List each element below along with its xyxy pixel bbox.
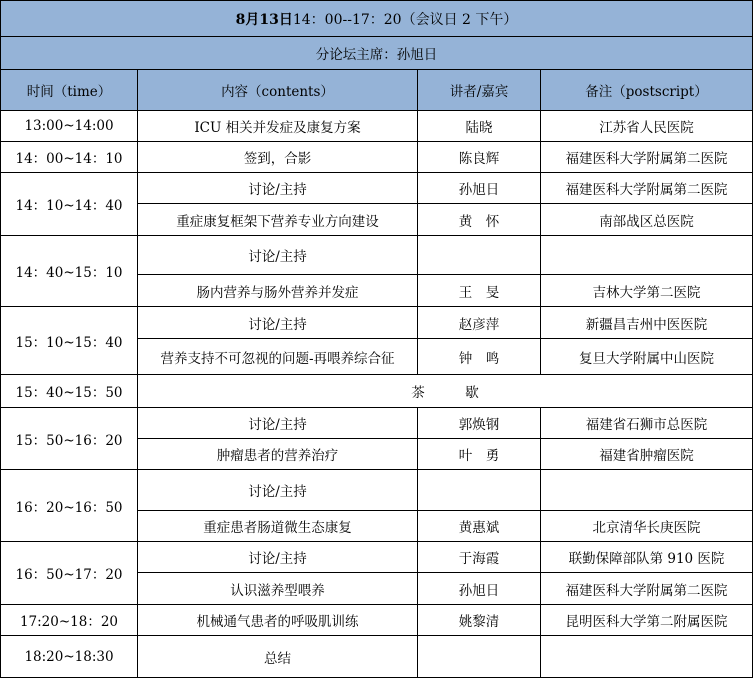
- table-row: [1, 605, 753, 636]
- content-cell: 讨论/主持: [138, 542, 418, 573]
- speaker-cell: 孙旭日: [418, 573, 541, 605]
- title-time-range: 14：00--17：20（会议日 2 下午）: [292, 11, 518, 28]
- note-cell: 复旦大学附属中山医院: [541, 339, 753, 375]
- speaker-cell: [418, 470, 541, 511]
- schedule-title: [1, 1, 753, 37]
- tea-break-cell: 茶 歇: [138, 375, 753, 408]
- time-cell: 16：20~16：50: [1, 470, 138, 542]
- speaker-cell: 于海霞: [418, 542, 541, 573]
- note-cell: 福建医科大学附属第二医院: [541, 573, 753, 605]
- note-cell: [541, 470, 753, 511]
- content-cell: 营养支持不可忽视的问题-再喂养综合征: [138, 339, 418, 375]
- content-cell: 讨论/主持: [138, 307, 418, 339]
- note-cell: 福建省石狮市总医院: [541, 408, 753, 439]
- header-row: [1, 70, 753, 111]
- table-row: [1, 307, 753, 339]
- content-cell: 讨论/主持: [138, 470, 418, 511]
- note-cell: [541, 636, 753, 678]
- forum-chair: 分论坛主席：孙旭日: [1, 37, 753, 70]
- note-cell: 新疆昌吉州中医医院: [541, 307, 753, 339]
- note-cell: 昆明医科大学第二附属医院: [541, 605, 753, 636]
- note-cell: 江苏省人民医院: [541, 111, 753, 142]
- time-cell: 13:00~14:00: [1, 111, 138, 142]
- time-cell: 17:20~18：20: [1, 605, 138, 636]
- time-cell: 14：40~15：10: [1, 236, 138, 307]
- table-row: [1, 236, 753, 275]
- note-cell: 吉林大学第二医院: [541, 275, 753, 307]
- time-cell: 15：40~15：50: [1, 375, 138, 408]
- content-cell: 机械通气患者的呼吸肌训练: [138, 605, 418, 636]
- table-row: [1, 111, 753, 142]
- speaker-cell: 王 旻: [418, 275, 541, 307]
- content-cell: 讨论/主持: [138, 173, 418, 204]
- chair-row: [1, 37, 753, 70]
- table-row: [1, 173, 753, 204]
- time-cell: 15：50~16：20: [1, 408, 138, 470]
- header-postscript: 备注（postscript）: [541, 70, 753, 111]
- title-row: [1, 1, 753, 37]
- speaker-cell: 赵彦萍: [418, 307, 541, 339]
- table-row: [1, 408, 753, 439]
- table-row: [1, 542, 753, 573]
- time-cell: 14：00~14：10: [1, 142, 138, 173]
- header-time: 时间（time）: [1, 70, 138, 111]
- speaker-cell: 郭焕钢: [418, 408, 541, 439]
- content-cell: 重症患者肠道微生态康复: [138, 511, 418, 542]
- speaker-cell: 孙旭日: [418, 173, 541, 204]
- note-cell: 福建医科大学附属第二医院: [541, 173, 753, 204]
- table-row: [1, 470, 753, 511]
- speaker-cell: 陆晓: [418, 111, 541, 142]
- speaker-cell: [418, 636, 541, 678]
- speaker-cell: 黄 怀: [418, 204, 541, 236]
- content-cell: 肠内营养与肠外营养并发症: [138, 275, 418, 307]
- speaker-cell: 叶 勇: [418, 439, 541, 470]
- note-cell: 福建省肿瘤医院: [541, 439, 753, 470]
- time-cell: 14：10~14：40: [1, 173, 138, 236]
- table-row: [1, 636, 753, 678]
- time-cell: 16：50~17：20: [1, 542, 138, 605]
- content-cell: 肿瘤患者的营养治疗: [138, 439, 418, 470]
- speaker-cell: 黄惠斌: [418, 511, 541, 542]
- speaker-cell: 钟 鸣: [418, 339, 541, 375]
- content-cell: 总结: [138, 636, 418, 678]
- header-speaker: 讲者/嘉宾: [418, 70, 541, 111]
- content-cell: 签到，合影: [138, 142, 418, 173]
- header-contents: 内容（contents）: [138, 70, 418, 111]
- content-cell: 重症康复框架下营养专业方向建设: [138, 204, 418, 236]
- note-cell: [541, 236, 753, 275]
- speaker-cell: [418, 236, 541, 275]
- note-cell: 福建医科大学附属第二医院: [541, 142, 753, 173]
- table-row: [1, 375, 753, 408]
- table-row: [1, 142, 753, 173]
- time-cell: 18:20~18:30: [1, 636, 138, 678]
- content-cell: 讨论/主持: [138, 408, 418, 439]
- content-cell: 认识滋养型喂养: [138, 573, 418, 605]
- note-cell: 联勤保障部队第 910 医院: [541, 542, 753, 573]
- speaker-cell: 姚黎清: [418, 605, 541, 636]
- time-cell: 15：10~15：40: [1, 307, 138, 375]
- speaker-cell: 陈良辉: [418, 142, 541, 173]
- content-cell: 讨论/主持: [138, 236, 418, 275]
- note-cell: 北京清华长庚医院: [541, 511, 753, 542]
- title-date: 8月13日: [235, 11, 293, 28]
- content-cell: ICU 相关并发症及康复方案: [138, 111, 418, 142]
- note-cell: 南部战区总医院: [541, 204, 753, 236]
